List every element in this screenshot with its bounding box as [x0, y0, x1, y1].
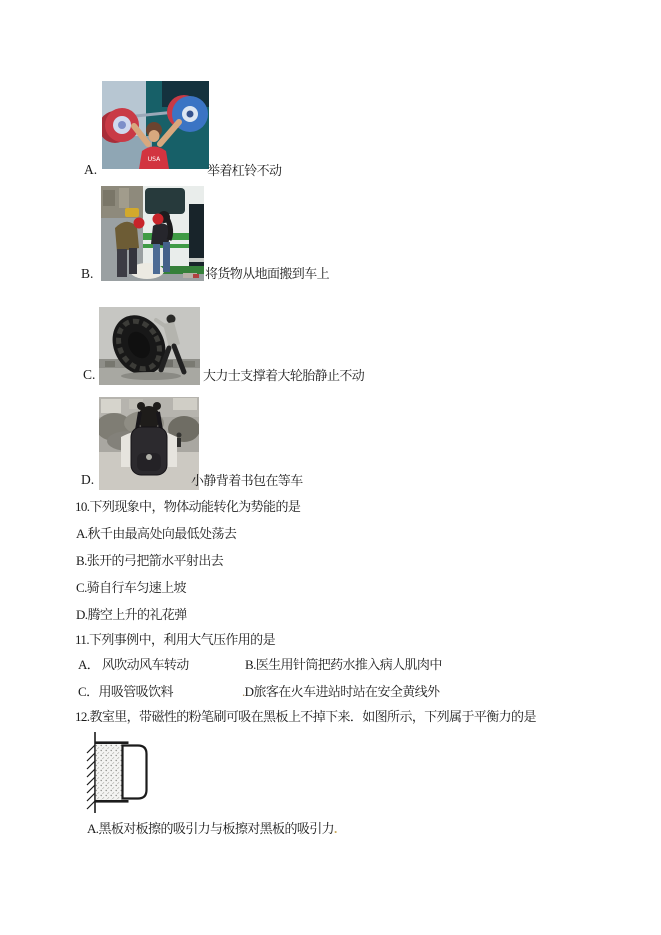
- girl-carrying-backpack-waiting-photo: [99, 397, 199, 490]
- question-12-stem: 12.教室里，带磁性的粉笔刷可吸在黑板上不掉下来．如图所示，下列属于平衡力的是: [75, 709, 536, 724]
- figure-b-label: B.: [81, 266, 94, 281]
- question-11-option-d-text: 旅客在火车进站时站在安全黄线外: [253, 684, 440, 699]
- svg-text:USA: USA: [147, 156, 161, 163]
- question-11-stem: 11.下列事例中，利用大气压作用的是: [75, 632, 275, 647]
- figure-a-caption: 举着杠铃不动: [207, 163, 282, 178]
- question-12-option-a-text: A.黑板对板擦的吸引力与板擦对黑板的吸引力: [87, 821, 335, 836]
- question-11-option-d: [242, 684, 439, 699]
- question-10-option-c: C.骑自行车匀速上坡: [76, 580, 186, 595]
- question-10-option-d: D.腾空上升的礼花弹: [76, 607, 187, 622]
- question-11-option-a: A． 风吹动风车转动: [78, 657, 189, 672]
- figure-b-caption: 将货物从地面搬到车上: [205, 266, 330, 281]
- question-10-option-a: A.秋千由最高处向最低处荡去: [76, 526, 237, 541]
- wall-hatch-marks: [87, 745, 95, 809]
- figure-d-caption: 小静背着书包在等车: [191, 473, 303, 488]
- pad-top-plate: [96, 741, 129, 744]
- brush-felt-pad: [96, 743, 123, 801]
- tan-period-mark: .: [334, 821, 337, 836]
- figure-c-caption: 大力士支撑着大轮胎静止不动: [203, 368, 365, 383]
- question-11-option-b: B.医生用针筒把药水推入病人肌肉中: [245, 657, 442, 672]
- stray-dot-mark: .: [242, 684, 245, 699]
- figure-a-label: A.: [84, 162, 98, 177]
- question-11-option-c: C．用吸管吸饮料: [78, 684, 173, 699]
- figure-d-label: D.: [81, 472, 95, 487]
- workers-loading-goods-onto-bus-photo: [101, 186, 204, 281]
- question-10-option-b: B.张开的弓把箭水平射出去: [76, 553, 224, 568]
- brush-handle: [123, 746, 147, 799]
- question-12-option-a: [87, 821, 337, 836]
- question-10-stem: 10.下列现象中，物体动能转化为势能的是: [75, 499, 301, 514]
- figure-c-label: C.: [83, 367, 96, 382]
- weightlifter-holding-barbell-photo: [102, 81, 209, 169]
- pad-bottom-plate: [96, 800, 129, 803]
- strongman-supporting-big-tire-photo: [99, 307, 200, 385]
- magnetic-chalk-brush-stuck-on-blackboard-diagram: [80, 729, 155, 817]
- question-11-option-d-letter: D: [244, 684, 254, 699]
